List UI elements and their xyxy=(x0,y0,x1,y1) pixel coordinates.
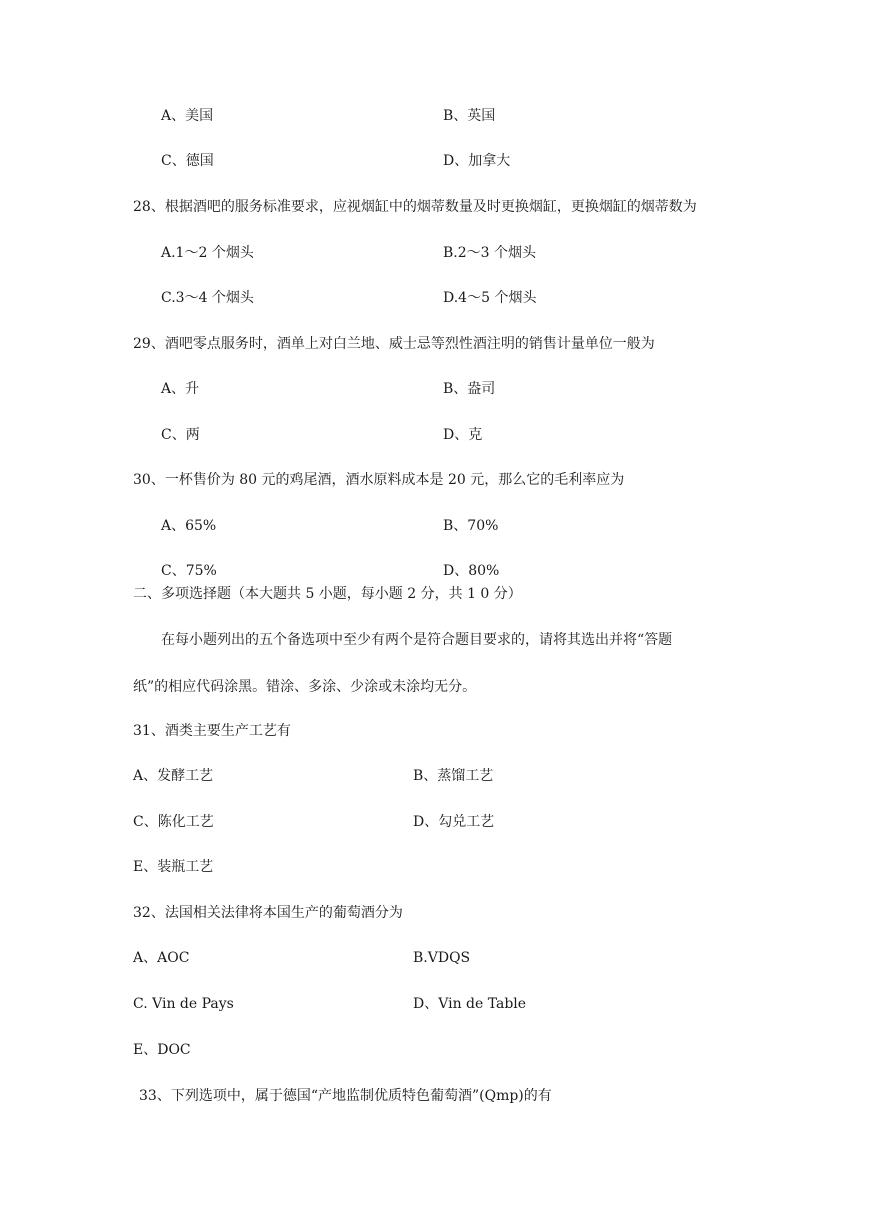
q29-option-c: C、两 xyxy=(161,427,200,443)
q32-option-d: D、Vin de Table xyxy=(413,996,527,1012)
q27-option-a: A、美国 xyxy=(161,108,214,124)
q28-option-a: A.1～2 个烟头 xyxy=(161,245,254,261)
q31-option-b: B、蒸馏工艺 xyxy=(413,768,494,784)
q30-option-b: B、70% xyxy=(443,518,499,534)
q27-option-d: D、加拿大 xyxy=(443,153,511,169)
q32-option-e: E、DOC xyxy=(133,1042,191,1058)
q29-option-d: D、克 xyxy=(443,427,483,443)
section-instructions-line2: 纸”的相应代码涂黑。错涂、多涂、少涂或未涂均无分。 xyxy=(133,679,477,695)
q28-option-c: C.3～4 个烟头 xyxy=(161,290,254,306)
q29-option-a: A、升 xyxy=(161,381,200,397)
q29-option-b: B、盎司 xyxy=(443,381,496,397)
q31-option-d: D、勾兑工艺 xyxy=(413,814,495,830)
q27-option-b: B、英国 xyxy=(443,108,496,124)
q28-option-d: D.4～5 个烟头 xyxy=(443,290,537,306)
q30-stem: 30、一杯售价为 80 元的鸡尾酒，酒水原料成本是 20 元，那么它的毛利率应为 xyxy=(133,472,625,488)
q29-stem: 29、酒吧零点服务时，酒单上对白兰地、威士忌等烈性酒注明的销售计量单位一般为 xyxy=(133,336,655,352)
q32-option-b: B.VDQS xyxy=(413,950,471,966)
q32-option-c: C. Vin de Pays xyxy=(133,996,234,1012)
section-heading: 二、多项选择题（本大题共 5 小题，每小题 2 分，共 1 0 分） xyxy=(133,586,522,602)
q30-option-d: D、80% xyxy=(443,563,500,579)
q31-option-c: C、陈化工艺 xyxy=(133,814,214,830)
q27-option-c: C、德国 xyxy=(161,153,214,169)
section-instructions-line1: 在每小题列出的五个备选项中至少有两个是符合题目要求的，请将其选出并将“答题 xyxy=(161,632,673,648)
q30-option-a: A、65% xyxy=(161,518,217,534)
q28-stem: 28、根据酒吧的服务标准要求，应视烟缸中的烟蒂数量及时更换烟缸，更换烟缸的烟蒂数为 xyxy=(133,199,697,215)
q32-option-a: A、AOC xyxy=(133,950,190,966)
q28-option-b: B.2～3 个烟头 xyxy=(443,245,537,261)
q31-option-e: E、装瓶工艺 xyxy=(133,859,214,875)
q31-stem: 31、酒类主要生产工艺有 xyxy=(133,723,291,739)
q31-option-a: A、发酵工艺 xyxy=(133,768,214,784)
q32-stem: 32、法国相关法律将本国生产的葡萄酒分为 xyxy=(133,905,403,921)
q33-stem: 33、下列选项中，属于德国“产地监制优质特色葡萄酒”(Qmp)的有 xyxy=(139,1088,552,1104)
q30-option-c: C、75% xyxy=(161,563,217,579)
